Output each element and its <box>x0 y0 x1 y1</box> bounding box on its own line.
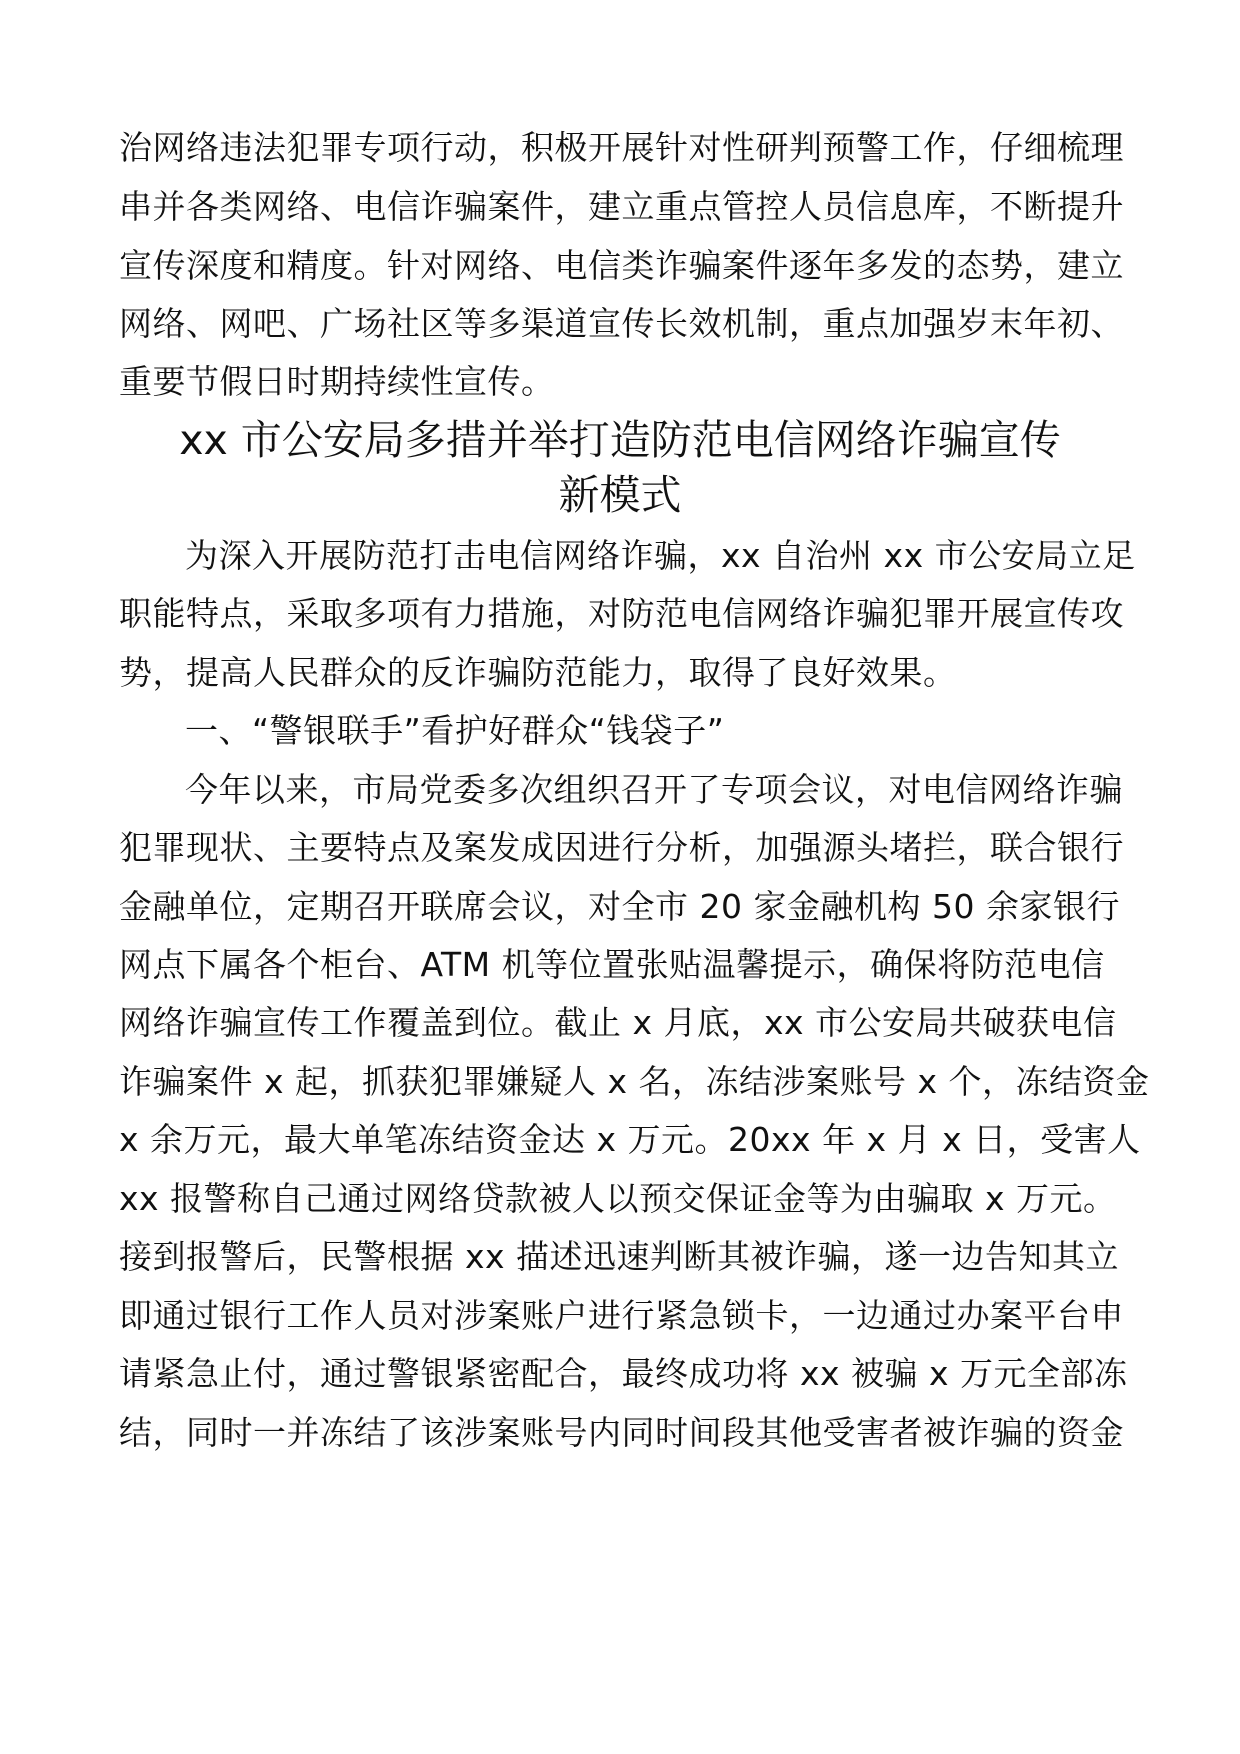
paragraph-line: 网络、网吧、广场社区等多渠道宣传长效机制，重点加强岁末年初、 <box>119 304 1124 343</box>
paragraph-line: 网络诈骗宣传工作覆盖到位。截止 x 月底，xx 市公安局共破获电信 <box>119 1003 1117 1042</box>
paragraph-line: 网点下属各个柜台、ATM 机等位置张贴温馨提示，确保将防范电信 <box>119 945 1105 984</box>
paragraph-line: 接到报警后，民警根据 xx 描述迅速判断其被诈骗，遂一边告知其立 <box>119 1237 1120 1276</box>
paragraph-line: 请紧急止付，通过警银紧密配合，最终成功将 xx 被骗 x 万元全部冻 <box>119 1354 1128 1393</box>
paragraph-line: 治网络违法犯罪专项行动，积极开展针对性研判预警工作，仔细梳理 <box>119 128 1124 167</box>
paragraph-line: 势，提高人民群众的反诈骗防范能力，取得了良好效果。 <box>119 653 957 692</box>
paragraph-line: 犯罪现状、主要特点及案发成因进行分析，加强源头堵拦，联合银行 <box>119 828 1124 867</box>
paragraph-line: 重要节假日时期持续性宣传。 <box>119 362 555 401</box>
paragraph-line: 即通过银行工作人员对涉案账户进行紧急锁卡，一边通过办案平台申 <box>119 1296 1124 1335</box>
paragraph-line: 串并各类网络、电信诈骗案件，建立重点管控人员信息库，不断提升 <box>119 187 1124 226</box>
paragraph-line: 诈骗案件 x 起，抓获犯罪嫌疑人 x 名，冻结涉案账号 x 个，冻结资金 <box>119 1062 1150 1101</box>
paragraph-line: 宣传深度和精度。针对网络、电信类诈骗案件逐年多发的态势，建立 <box>119 246 1124 285</box>
paragraph-line: x 余万元，最大单笔冻结资金达 x 万元。20xx 年 x 月 x 日，受害人 <box>119 1120 1141 1159</box>
paragraph-line: xx 报警称自己通过网络贷款被人以预交保证金等为由骗取 x 万元。 <box>119 1179 1117 1218</box>
paragraph-line: 金融单位，定期召开联席会议，对全市 20 家金融机构 50 余家银行 <box>119 887 1120 926</box>
article-title-line: xx 市公安局多措并举打造防范电信网络诈骗宣传 <box>179 416 1061 464</box>
paragraph-line: 为深入开展防范打击电信网络诈骗，xx 自治州 xx 市公安局立足 <box>185 536 1136 575</box>
article-title-line: 新模式 <box>558 471 682 519</box>
paragraph-line: 职能特点，采取多项有力措施，对防范电信网络诈骗犯罪开展宣传攻 <box>119 594 1124 633</box>
paragraph-line: 结，同时一并冻结了该涉案账号内同时间段其他受害者被诈骗的资金 <box>119 1413 1124 1452</box>
paragraph-line: 今年以来，市局党委多次组织召开了专项会议，对电信网络诈骗 <box>185 770 1123 809</box>
section-heading: 一、“警银联手”看护好群众“钱袋子” <box>185 711 725 750</box>
